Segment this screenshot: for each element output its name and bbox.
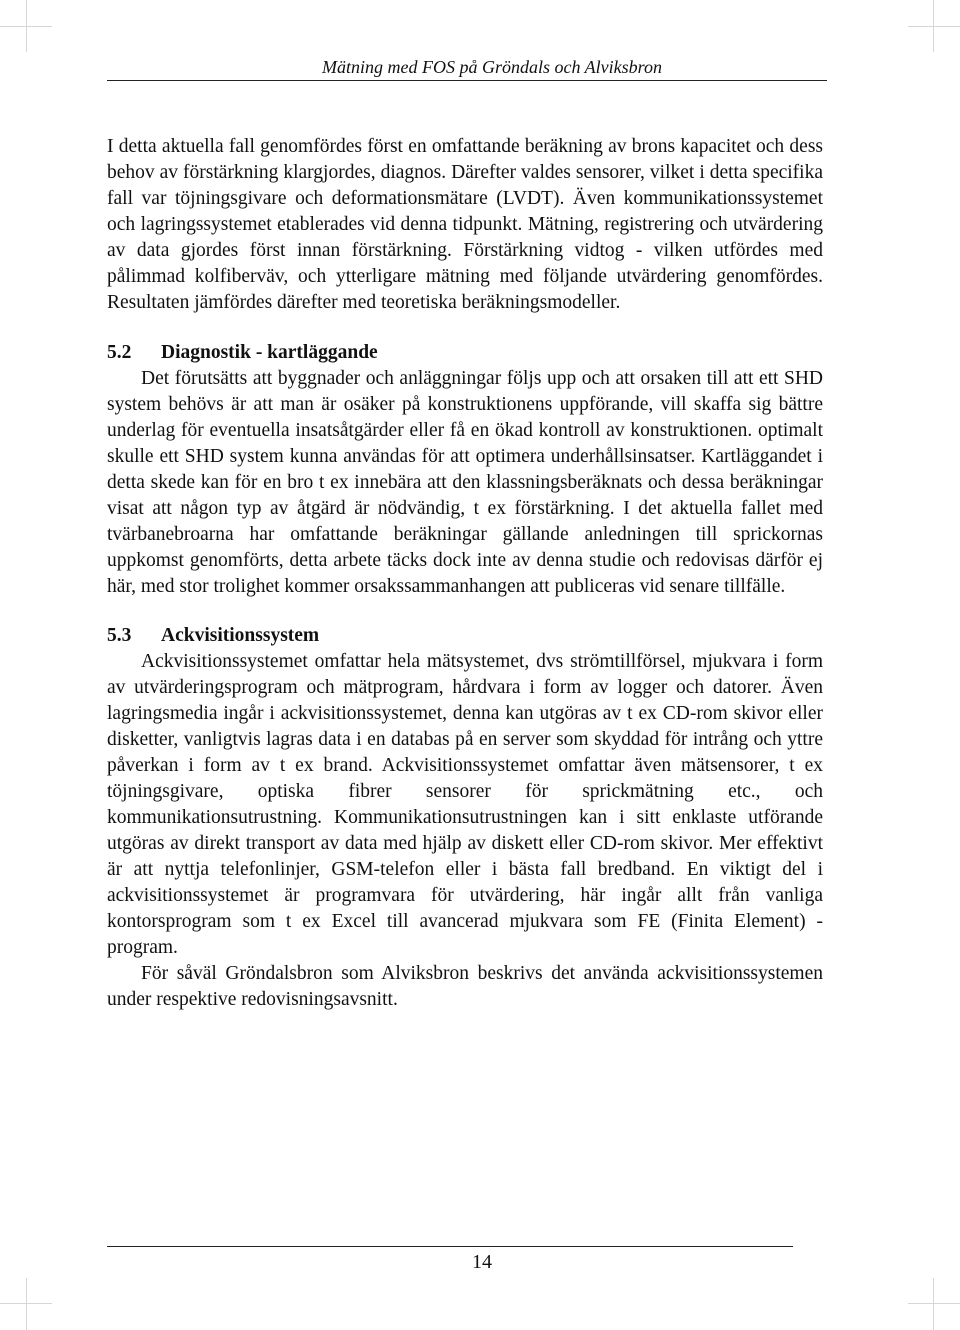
section-5-2-paragraph: Det förutsätts att byggnader och anläggningar följs upp och att orsaken till att ett SHD system behövs är att man är osäker på konstruktionens uppförande, vill skaffa sig bättre underlag för eventuella insatsåtgärder eller få en ökad kontroll av konstruktionen. optimalt skulle ett SHD system kunna användas för att optimera underhållsinsatser. Kartläggandet i detta skede kan för en bro t ex innebära att den klassningsberäknats och dessa beräkningar visat att någon typ av åtgärd är nödvändig, t ex förstärkning. I det aktuella fallet med tvärbanebroarna har omfattande beräkningar gällande anledningen till sprickornas uppkomst genomförts, detta arbete täcks dock inte av denna studie och redovisas därför ej här, med stor trolighet kommer orsakssammanhangen att publiceras vid senare tillfälle.	[107, 368, 823, 597]
section-number: 5.3	[107, 625, 132, 646]
section-heading-5-2	[107, 340, 823, 366]
footer-rule	[107, 1246, 793, 1247]
running-header: Mätning med FOS på Gröndals och Alviksbron	[322, 57, 662, 77]
section-title: Ackvisitionssystem	[161, 625, 320, 646]
page-body	[107, 134, 823, 1013]
section-title: Diagnostik - kartläggande	[161, 342, 378, 363]
crop-mark-top-right-h	[908, 26, 960, 27]
section-5-3-paragraph-2: För såväl Gröndalsbron som Alviksbron beskrivs det använda ackvisitionssystemen under respektive redovisningsavsnitt.	[107, 963, 823, 1010]
section-heading-5-3	[107, 623, 823, 649]
crop-mark-bottom-right-v	[933, 1278, 934, 1330]
page-number: 14	[472, 1251, 492, 1273]
header-rule	[107, 80, 827, 81]
intro-paragraph: I detta aktuella fall genomfördes först en omfattande beräkning av brons kapacitet och dess behov av förstärkning klargjordes, diagnos. Därefter valdes sensorer, vilket i detta specifika fall var töjningsgivare och deformationsmätare (LVDT). Även kommunikationssystemet och lagringssystemet etablerades vid denna tidpunkt. Mätning, registrering och utvärdering av data gjordes först innan förstärkning. Förstärkning vidtog - vilken utfördes med pålimmad kolfiberväv, och ytterligare mätning med följande utvärdering genomfördes. Resultaten jämfördes därefter med teoretiska beräkningsmodeller.	[107, 136, 823, 313]
crop-mark-bottom-left-h	[0, 1303, 52, 1304]
section-5-3-paragraph-1: Ackvisitionssystemet omfattar hela mätsystemet, dvs strömtillförsel, mjukvara i form av utvärderingsprogram och mätprogram, hårdvara i form av logger och datorer. Även lagringsmedia ingår i ackvisitionssystemet, denna kan utgöras av t ex CD-rom skivor eller disketter, vanligtvis lagras data i en databas på en server som skyddad för intrång och yttre påverkan i form av t ex brand. Ackvisitionssystemet omfattar även mätsensorer, t ex töjningsgivare, optiska fibrer sensorer för sprickmätning etc., och kommunikationsutrustning. Kommunikationsutrustningen kan i sitt enklaste utförande utgöras av direkt transport av data med hjälp av diskett eller CD-rom skivor. Mer effektivt är att nyttja telefonlinjer, GSM-telefon eller i bästa fall bredband. En viktigt del i ackvisitionssystemet är programvara för utvärdering, här ingår allt från vanliga kontorsprogram som t ex Excel till avancerad mjukvara som FE (Finita Element) - program.	[107, 651, 823, 958]
crop-mark-bottom-right-h	[908, 1303, 960, 1304]
crop-mark-top-left-h	[0, 26, 52, 27]
section-number: 5.2	[107, 342, 132, 363]
crop-mark-bottom-left-v	[26, 1278, 27, 1330]
